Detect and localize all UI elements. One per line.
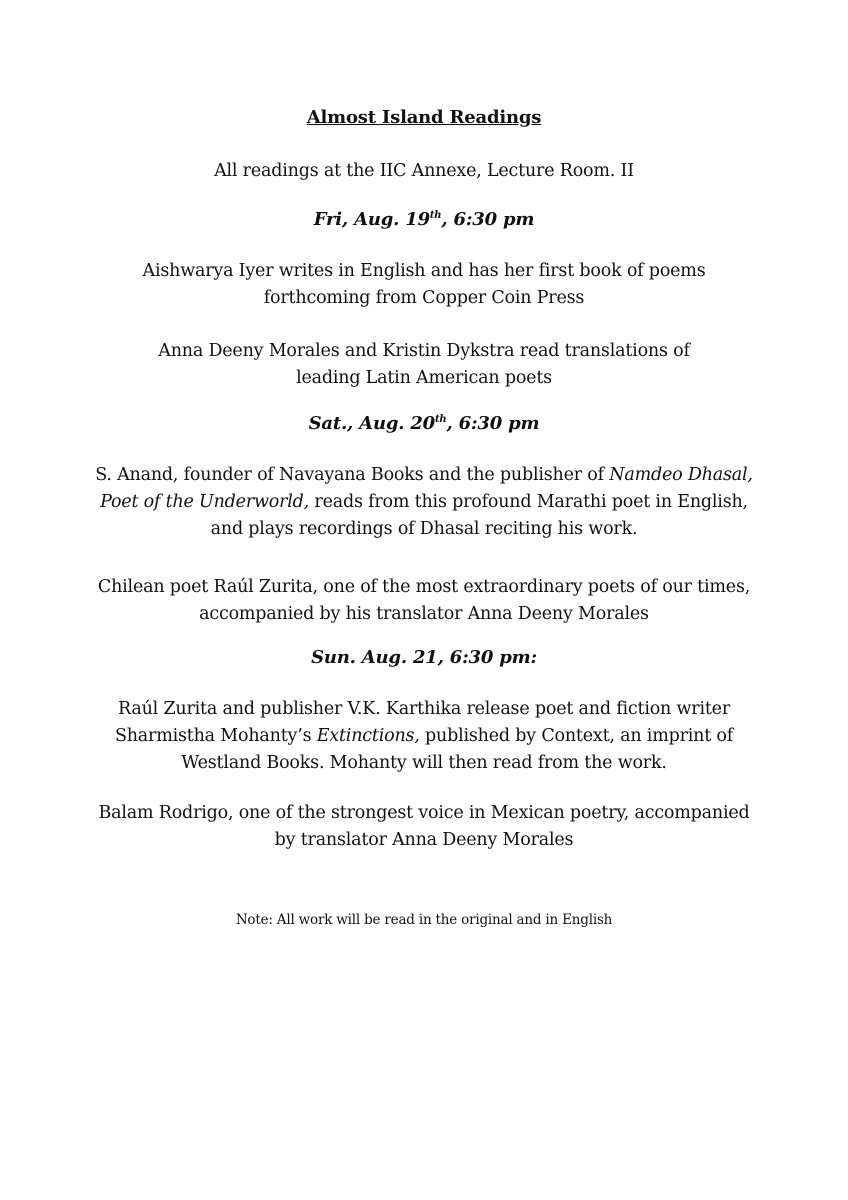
event-line: forthcoming from Copper Coin Press [263,288,585,308]
event-line: Aishwarya Iyer writes in English and has her first book of poems [142,261,706,281]
event-line: Raúl Zurita and publisher V.K. Karthika release poet and fiction writer [118,699,730,719]
day-heading-time: , 6:30 pm [446,413,540,434]
event-text: published by Context, an imprint of [419,726,734,746]
event-paragraph [60,338,788,392]
event-paragraph [60,800,788,854]
event-text: reads from this profound Marathi poet in English, [309,492,748,512]
ordinal-suffix: th [435,414,447,425]
event-text: S. Anand, founder of Navayana Books and the publisher of [95,465,610,485]
page-title: Almost Island Readings [306,107,542,128]
venue-line: All readings at the IIC Annexe, Lecture Room. II [214,161,634,181]
day-heading-sat [60,410,788,437]
event-line [60,723,788,750]
event-paragraph [60,462,788,543]
event-line: Chilean poet Raúl Zurita, one of the most extraordinary poets of our times, [97,577,751,597]
book-title: Namdeo Dhasal, [609,465,753,485]
footnote: Note: All work will be read in the original and in English [235,912,613,928]
event-line: Westland Books. Mohanty will then read from the work. [181,753,667,773]
event-line [60,489,788,516]
event-text: Sharmistha Mohanty’s [114,726,317,746]
event-line: leading Latin American poets [296,368,552,388]
event-line: Balam Rodrigo, one of the strongest voice in Mexican poetry, accompanied [98,803,750,823]
event-paragraph [60,696,788,777]
book-title: Extinctions, [316,726,420,746]
event-line: accompanied by his translator Anna Deeny Morales [199,604,649,624]
day-heading-time: , 6:30 pm [441,209,535,230]
day-heading-text: Sat., Aug. 20 [308,413,436,434]
day-heading-fri [60,206,788,233]
ordinal-suffix: th [429,210,442,221]
event-line: by translator Anna Deeny Morales [274,830,574,850]
day-heading-sun: Sun. Aug. 21, 6:30 pm: [311,647,537,668]
book-title: Poet of the Underworld, [100,492,310,512]
event-line: Anna Deeny Morales and Kristin Dykstra read translations of [158,341,690,361]
event-paragraph [60,258,788,312]
event-line: and plays recordings of Dhasal reciting his work. [210,519,638,539]
event-paragraph [60,574,788,628]
event-line [60,462,788,489]
day-heading-text: Fri, Aug. 19 [313,209,430,230]
